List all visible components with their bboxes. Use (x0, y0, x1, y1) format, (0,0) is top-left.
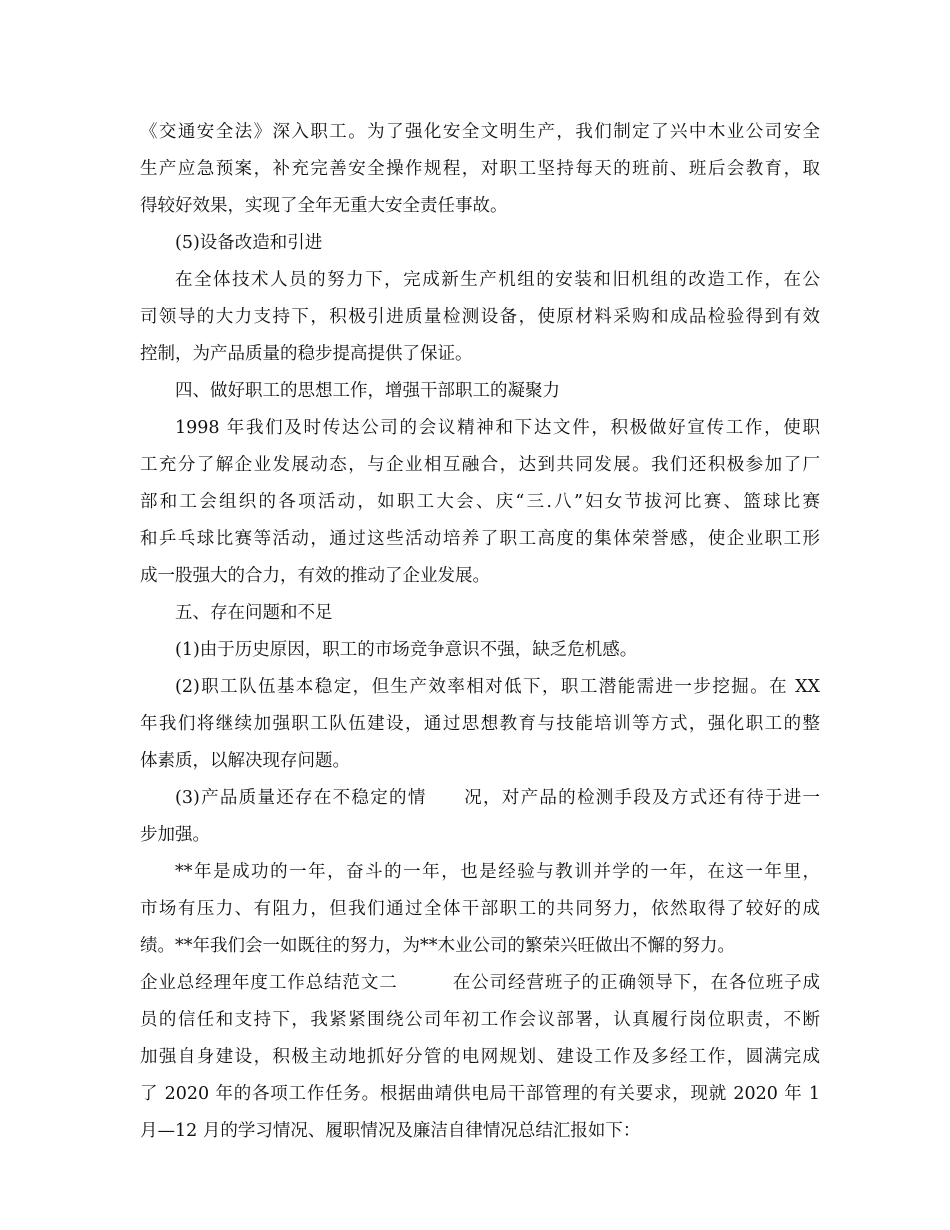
text-line: (3)产品质量还存在不稳定的情 况，对产品的检测手段及方式还有待于进一 (175, 788, 820, 808)
text-line: 1998 年我们及时传达公司的会议精神和下达文件，积极做好宣传工作，使职 (175, 418, 820, 438)
text-line: **年是成功的一年，奋斗的一年，也是经验与教训并学的一年，在这一年里， (175, 862, 820, 882)
text-line: 年我们将继续加强职工队伍建设，通过思想教育与技能培训等方式，强化职工的整 (140, 714, 820, 734)
text-line: (1)由于历史原因，职工的市场竞争意识不强，缺乏危机感。 (175, 640, 638, 660)
text-line: 月—12 月的学习情况、履职情况及廉洁自律情况总结汇报如下： (140, 1121, 641, 1141)
text-line: 生产应急预案，补充完善安全操作规程，对职工坚持每天的班前、班后会教育，取 (140, 159, 820, 179)
text-line: 五、存在问题和不足 (175, 603, 333, 623)
text-line: 在全体技术人员的努力下，完成新生产机组的安装和旧机组的改造工作，在公 (175, 270, 820, 290)
text-line: 四、做好职工的思想工作，增强干部职工的凝聚力 (175, 381, 560, 401)
text-line: 控制，为产品质量的稳步提高提供了保证。 (140, 344, 473, 364)
text-line: 体素质，以解决现存问题。 (140, 751, 350, 771)
text-line: 员的信任和支持下，我紧紧围绕公司年初工作会议部署，认真履行岗位职责，不断 (140, 1010, 820, 1030)
text-line: 了 2020 年的各项工作任务。根据曲靖供电局干部管理的有关要求，现就 2020 年 1 (140, 1084, 820, 1104)
text-line: 和乒乓球比赛等活动，通过这些活动培养了职工高度的集体荣誉感，使企业职工形 (140, 529, 820, 549)
text-line: 《交通安全法》深入职工。为了强化安全文明生产，我们制定了兴中木业公司安全 (140, 122, 820, 142)
text-line: (5)设备改造和引进 (175, 233, 323, 253)
text-line: 企业总经理年度工作总结范文二 在公司经营班子的正确领导下，在各位班子成 (140, 973, 820, 993)
text-line: 市场有压力、有阻力，但我们通过全体干部职工的共同努力，依然取得了较好的成 (140, 899, 820, 919)
text-line: 工充分了解企业发展动态，与企业相互融合，达到共同发展。我们还积极参加了厂 (140, 455, 820, 475)
text-line: 绩。**年我们会一如既往的努力，为**木业公司的繁荣兴旺做出不懈的努力。 (140, 936, 735, 956)
text-line: 步加强。 (140, 825, 210, 845)
text-line: 加强自身建设，积极主动地抓好分管的电网规划、建设工作及多经工作，圆满完成 (140, 1047, 820, 1067)
text-line: 得较好效果，实现了全年无重大安全责任事故。 (140, 196, 508, 216)
text-line: 司领导的大力支持下，积极引进质量检测设备，使原材料采购和成品检验得到有效 (140, 307, 820, 327)
text-line: 部和工会组织的各项活动，如职工大会、庆“三.八”妇女节拔河比赛、篮球比赛 (140, 492, 820, 512)
text-line: (2)职工队伍基本稳定，但生产效率相对低下，职工潜能需进一步挖掘。在 XX (175, 677, 820, 697)
document-body (140, 114, 820, 1150)
text-line: 成一股强大的合力，有效的推动了企业发展。 (140, 566, 490, 586)
